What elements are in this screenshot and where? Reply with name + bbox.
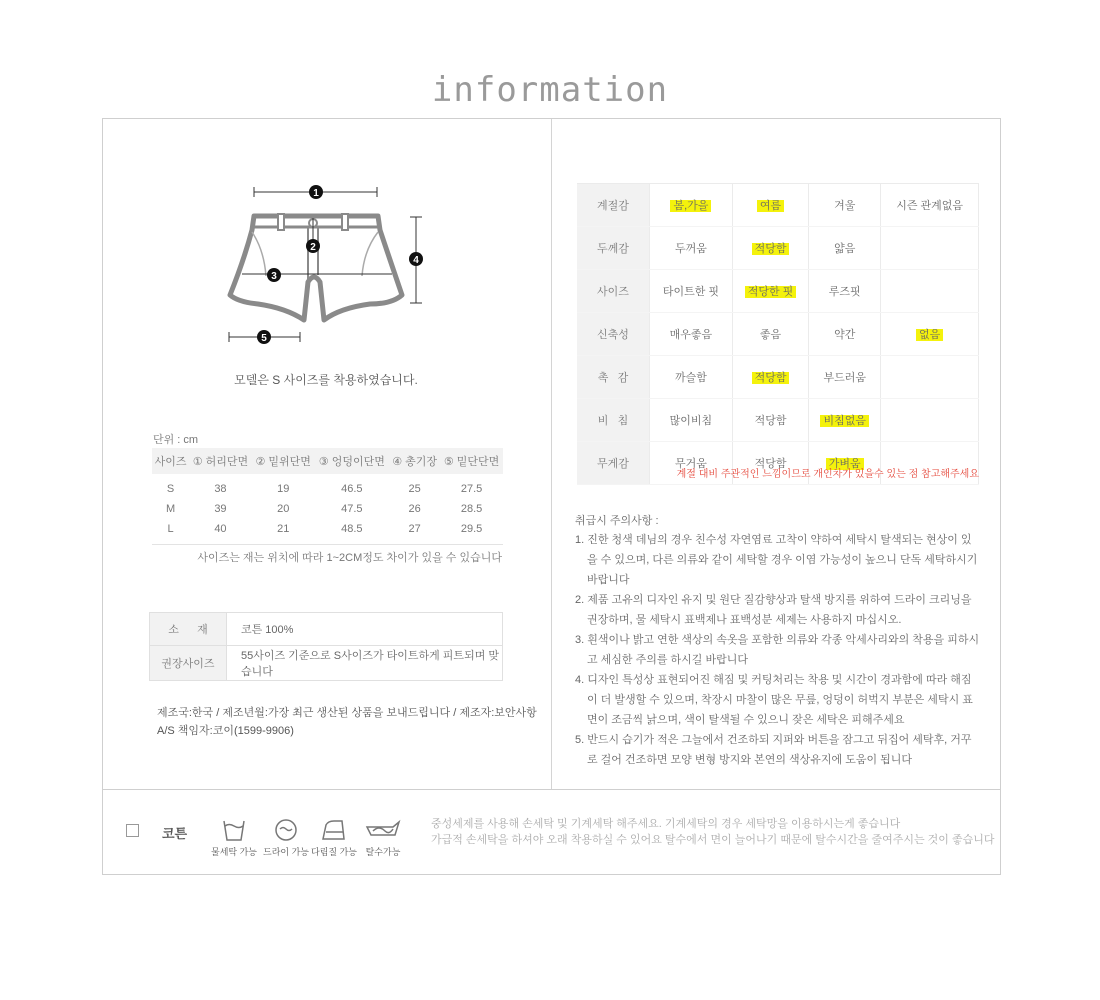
feature-value: 루즈핏	[828, 286, 861, 298]
feature-cell	[650, 313, 733, 356]
feature-label: 사이즈	[577, 270, 650, 313]
feature-cell	[650, 270, 733, 313]
feature-value: 겨울	[834, 200, 856, 212]
feature-value-highlighted: 여름	[757, 200, 784, 212]
wash-label: 탈수가능	[365, 847, 401, 857]
wash-note	[431, 816, 994, 848]
feature-cell	[881, 184, 979, 227]
size-table-header	[152, 448, 503, 474]
marker-3	[267, 268, 281, 282]
model-size-note: 모델은 S 사이즈를 착용하였습니다.	[234, 373, 418, 387]
svg-text:1: 1	[313, 188, 319, 199]
care-title: 취급시 주의사항 :	[575, 515, 659, 527]
feature-label: 무게감	[577, 442, 650, 485]
feature-value: 시즌 관계없음	[896, 200, 964, 212]
origin-info	[157, 704, 537, 740]
table-cell: 40	[214, 523, 227, 535]
feature-cell	[732, 270, 808, 313]
header-cell: ① 허리단면	[189, 448, 252, 474]
manufacture-info: 제조국:한국 / 제조년월:가장 최근 생산된 상품을 보내드립니다 / 제조자:보안사항	[157, 707, 537, 719]
list-item: 3. 흰색이나 밝고 연한 색상의 속옷을 포함한 의류와 각종 악세사리와의 착용을 피하시고 세심한 주의를 하시길 바랍니다	[575, 634, 980, 666]
belt-loop	[342, 214, 348, 230]
feature-value: 많이비침	[669, 415, 713, 427]
feature-value-highlighted: 적당한 핏	[745, 286, 797, 298]
header-cell: 사이즈	[152, 448, 189, 474]
table-cell: S	[166, 483, 175, 495]
feature-cell	[732, 313, 808, 356]
svg-text:3: 3	[271, 271, 277, 282]
feature-label: 계절감	[577, 184, 650, 227]
feature-cell	[881, 399, 979, 442]
feature-cell	[881, 270, 979, 313]
feature-cell	[650, 184, 733, 227]
feature-cell	[809, 313, 881, 356]
table-row	[152, 474, 503, 499]
feature-value-highlighted: 봄,가을	[670, 200, 711, 212]
water-wash-icon	[204, 817, 264, 858]
table-row	[577, 356, 979, 399]
belt-loop	[278, 214, 284, 230]
feature-cell	[650, 399, 733, 442]
feature-value: 적당함	[754, 458, 787, 470]
feature-value-highlighted: 적당함	[752, 243, 790, 255]
table-row	[150, 646, 503, 681]
feature-value: 약간	[834, 329, 856, 341]
wash-note-line: 중성세제를 사용해 손세탁 및 기계세탁 해주세요. 기계세탁의 경우 세탁망을 이용하시는게 좋습니다	[431, 818, 901, 830]
feature-table	[577, 183, 979, 485]
table-cell: 27.5	[460, 483, 483, 495]
size-table	[152, 448, 503, 545]
table-row	[577, 184, 979, 227]
feature-value: 좋음	[759, 329, 782, 341]
header-cell: ② 밑위단면	[252, 448, 315, 474]
wash-label: 드라이 가능	[263, 847, 309, 857]
feature-value: 적당함	[754, 415, 787, 427]
table-cell: 47.5	[341, 503, 363, 515]
header-cell: ④ 총기장	[389, 448, 440, 474]
recommended-size-value: 55사이즈 기준으로 S사이즈가 타이트하게 피트되며 맞습니다	[227, 646, 503, 681]
table-row	[577, 313, 979, 356]
feature-cell	[809, 399, 881, 442]
marker-5	[257, 330, 271, 344]
wash-label: 물세탁 가능	[211, 847, 257, 857]
table-cell: 27	[408, 523, 421, 535]
header-cell: ③ 엉덩이단면	[315, 448, 389, 474]
marker-1	[309, 185, 323, 199]
feature-value-highlighted: 없음	[916, 329, 943, 341]
table-cell: 46.5	[341, 483, 363, 495]
spin-dry-icon	[353, 817, 413, 858]
recommended-size-label: 권장사이즈	[150, 646, 227, 681]
feature-value: 타이트한 핏	[662, 286, 719, 298]
feature-cell	[732, 227, 808, 270]
row-divider	[103, 789, 1000, 790]
feature-cell	[650, 227, 733, 270]
feature-label: 두께감	[577, 227, 650, 270]
table-cell: 20	[277, 503, 290, 515]
table-cell: 48.5	[341, 523, 363, 535]
size-variance-note: 사이즈는 재는 위치에 따라 1~2CM정도 차이가 있을 수 있습니다	[197, 552, 502, 564]
table-row	[150, 613, 503, 646]
feature-label: 촉 감	[577, 356, 650, 399]
feature-note: 계절 대비 주관적인 느낌이므로 개인차가 있을수 있는 점 참고해주세요	[676, 469, 979, 480]
feature-label: 비 침	[577, 399, 650, 442]
table-cell: 28.5	[460, 503, 483, 515]
svg-text:5: 5	[261, 333, 267, 344]
table-cell: 39	[214, 503, 227, 515]
feature-cell	[650, 356, 733, 399]
table-cell: 19	[277, 483, 290, 495]
feature-value: 얇음	[834, 243, 856, 255]
page-title: information	[431, 70, 669, 110]
table-cell: 26	[408, 503, 421, 515]
list-item: 2. 제품 고유의 디자인 유지 및 원단 질감향상과 탈색 방지를 위하여 드라이 크리닝을 권장하며, 물 세탁시 표백제나 표백성분 세제는 사용하지 마십시오.	[575, 594, 972, 626]
table-cell: 38	[214, 483, 227, 495]
table-cell: 25	[408, 483, 421, 495]
table-cell: L	[167, 523, 174, 535]
feature-cell	[732, 184, 808, 227]
feature-cell	[732, 399, 808, 442]
unit-label: 단위 : cm	[153, 434, 199, 446]
table-row	[152, 519, 503, 545]
material-label: 소 재	[150, 613, 227, 646]
feature-value: 두꺼움	[674, 243, 707, 255]
feature-label: 신축성	[577, 313, 650, 356]
wash-note-line: 가급적 손세탁을 하셔야 오래 착용하실 수 있어요 탈수에서 면이 늘어나기 때문에 탈수시간을 줄여주시는 것이 좋습니다	[431, 834, 995, 846]
shorts-diagram	[220, 180, 440, 350]
care-list	[575, 530, 980, 770]
marker-4	[409, 252, 423, 266]
svg-text:4: 4	[413, 255, 419, 266]
fabric-label: 코튼	[162, 826, 188, 841]
material-value: 코튼 100%	[227, 613, 503, 646]
table-row	[577, 399, 979, 442]
feature-value-highlighted: 가벼움	[826, 458, 864, 470]
wash-label: 다림질 가능	[311, 847, 357, 857]
fabric-checkbox[interactable]	[126, 824, 139, 837]
feature-value: 매우좋음	[669, 329, 713, 341]
table-row	[577, 270, 979, 313]
feature-cell	[809, 227, 881, 270]
header-cell: ⑤ 밑단단면	[440, 448, 503, 474]
shorts-outline	[230, 216, 402, 320]
feature-cell	[809, 184, 881, 227]
feature-cell	[881, 227, 979, 270]
list-item: 1. 진한 청색 데님의 경우 친수성 자연염료 고착이 약하여 세탁시 탈색되는 현상이 있을 수 있으며, 다른 의류와 같이 세탁할 경우 이염 가능성이 높으니 단독 세탁하시기 바랍니다	[575, 534, 978, 586]
svg-text:2: 2	[310, 242, 316, 253]
table-cell: M	[165, 503, 176, 515]
feature-value: 까슬함	[674, 372, 707, 384]
table-cell: 21	[277, 523, 290, 535]
feature-cell	[881, 356, 979, 399]
marker-2	[306, 239, 320, 253]
column-divider	[551, 119, 552, 789]
feature-value-highlighted: 적당함	[752, 372, 790, 384]
feature-value-highlighted: 비침없음	[820, 415, 869, 427]
material-table	[149, 612, 503, 681]
table-row	[152, 499, 503, 519]
as-contact-info: A/S 책임자:코이(1599-9906)	[157, 725, 294, 737]
table-row	[577, 227, 979, 270]
list-item: 5. 반드시 습기가 적은 그늘에서 건조하되 지퍼와 버튼을 잠그고 뒤집어 세탁후, 거꾸로 걸어 건조하면 모양 변형 방지와 본연의 색상유지에 도움이 됩니다	[575, 734, 972, 766]
feature-cell	[881, 313, 979, 356]
feature-value: 무거움	[674, 458, 707, 470]
feature-cell	[732, 356, 808, 399]
feature-value: 부드러움	[823, 372, 866, 384]
feature-cell	[809, 270, 881, 313]
list-item: 4. 디자인 특성상 표현되어진 해짐 및 커팅처리는 착용 및 시간이 경과함에 따라 해짐이 더 발생할 수 있으며, 착장시 마찰이 많은 무릎, 엉덩이 허벅지 부분은 세탁시 표면이 조금씩 낡으며, 색이 탈색될 수 있으니 잦은 세탁은 피해주세요	[575, 674, 973, 726]
table-cell: 29.5	[460, 523, 483, 535]
feature-cell	[809, 356, 881, 399]
